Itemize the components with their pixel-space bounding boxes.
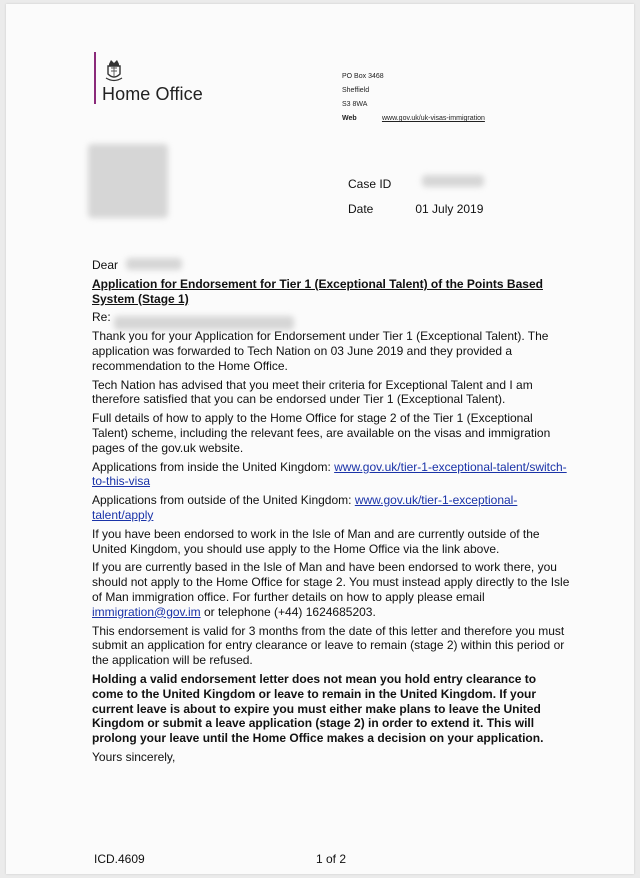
date-row <box>348 197 483 222</box>
paragraph-1: Thank you for your Application for Endorsement under Tier 1 (Exceptional Talent). The application was forwarded to Tech Nation on 03 June 2019 and they provided a recommendation to the Home Office. <box>92 329 549 373</box>
sender-address <box>342 70 485 126</box>
page-number: 1 of 2 <box>316 852 347 866</box>
paragraph-4 <box>92 460 570 490</box>
address-line: PO Box 3468 <box>342 73 384 80</box>
salutation: Dear <box>92 258 119 272</box>
paragraph-7 <box>92 560 570 619</box>
letter-page <box>6 4 634 874</box>
web-label: Web <box>342 115 357 122</box>
isle-of-man-text: If you are currently based in the Isle of Man and have been endorsed to work there, you should not apply to the Home Office for stage 2. You must instead apply directly to the Isle of Man immigration office. For further details on how to apply please email <box>92 560 570 604</box>
paragraph-6: If you have been endorsed to work in the Isle of Man and are currently outside of the United Kingdom, you should use apply to the Home Office via the link above. <box>92 526 540 556</box>
redacted-recipient-address <box>88 144 168 218</box>
telephone-text: or telephone (+44) 1624685203. <box>200 604 376 619</box>
web-link[interactable]: www.gov.uk/uk-visas-immigration <box>381 115 485 122</box>
case-id-label: Case ID <box>348 177 392 191</box>
email-link[interactable]: immigration@gov.im <box>92 604 201 619</box>
date-value: 01 July 2019 <box>415 202 484 216</box>
date-label: Date <box>348 202 374 216</box>
paragraph-8: This endorsement is valid for 3 months from the date of this letter and therefore you must submit an application for entry clearance or leave to remain (stage 2) within this period or the application will be refused. <box>92 623 565 668</box>
outside-uk-link[interactable]: www.gov.uk/tier-1-exceptional-talent/apply <box>92 493 518 522</box>
logo-divider <box>94 52 96 104</box>
address-line: S3 8WA <box>342 101 368 108</box>
warning-paragraph: Holding a valid endorsement letter does not mean you hold entry clearance to come to the United Kingdom or leave to remain in the United Kingdom. If your current leave is about to expire you must either make plans to leave the United Kingdom or submit a leave application (stage 2) in order to extend it. This will prolong your leave until the Home Office makes a decision on your application. <box>92 671 544 746</box>
inside-uk-text: Applications from inside the United Kingdom: <box>92 459 335 474</box>
paragraph-2: Tech Nation has advised that you meet their criteria for Exceptional Talent and I am therefore satisfied that you can be endorsed under Tier 1 (Exceptional Talent). <box>92 377 533 407</box>
web-row <box>342 112 485 126</box>
royal-crest-icon <box>103 58 125 84</box>
redacted-case-id <box>422 175 484 187</box>
outside-uk-text: Applications from outside of the United Kingdom: <box>92 493 355 508</box>
re-line: Re: <box>92 310 111 325</box>
letter-body <box>92 258 570 769</box>
footer-reference: ICD.4609 <box>94 852 145 866</box>
address-line: Sheffield <box>342 87 370 94</box>
closing: Yours sincerely, <box>92 749 176 764</box>
letter-heading: Application for Endorsement for Tier 1 (Exceptional Talent) of the Points Based System (Stage 1) <box>92 276 543 306</box>
paragraph-5 <box>92 493 570 523</box>
inside-uk-link[interactable]: www.gov.uk/tier-1-exceptional-talent/switch-to-this-visa <box>92 459 567 489</box>
paragraph-3: Full details of how to apply to the Home Office for stage 2 of the Tier 1 (Exceptional Talent) scheme, including the relevant fees, are available on the visas and immigration pages of the gov.uk website. <box>92 411 551 455</box>
brand-name: Home Office <box>102 84 203 104</box>
